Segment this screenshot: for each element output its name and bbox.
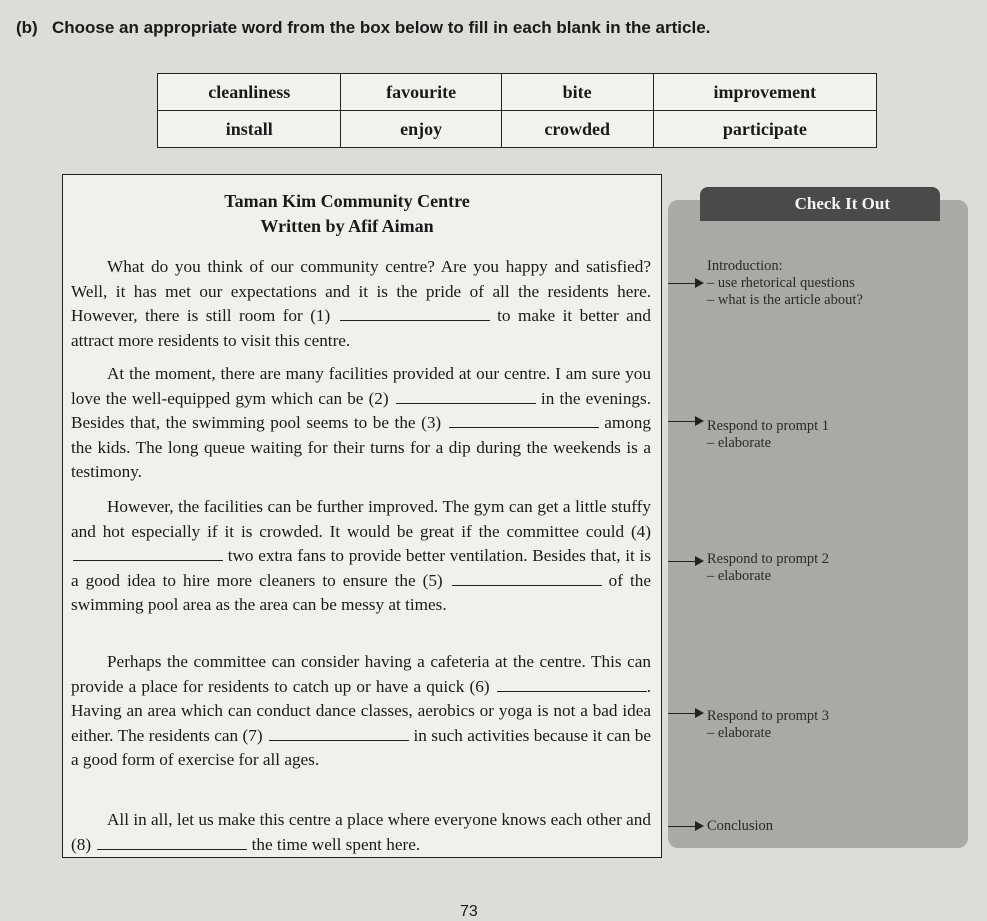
word-option: crowded <box>501 111 653 148</box>
word-option: favourite <box>341 74 501 111</box>
paragraph-text: At the moment, there are many facilities provided at our centre. I am sure you love the well-equipped gym which can be (2) <box>71 364 651 408</box>
article-box <box>62 174 662 858</box>
question-number: (b) <box>16 18 38 37</box>
word-box-row <box>158 74 877 111</box>
arrow-right-icon <box>668 283 702 284</box>
note-sub: – elaborate <box>707 725 772 741</box>
page-number: 73 <box>460 903 478 920</box>
paragraph-text: of the swimming pool area as the area can be messy at times. <box>71 570 651 615</box>
word-option: improvement <box>653 74 876 111</box>
note-title: Conclusion <box>707 818 774 834</box>
instruction-text: Choose an appropriate word from the box below to fill in each blank in the article. <box>52 18 711 37</box>
paragraph-text: in the evenings. Besides that, the swimming pool seems to be the (3) <box>71 388 651 433</box>
blank-8[interactable] <box>97 833 247 850</box>
article-title: Taman Kim Community Centre <box>224 191 470 211</box>
word-option: bite <box>501 74 653 111</box>
note-sub: – use rhetorical questions <box>707 275 855 291</box>
paragraph-1 <box>71 255 651 353</box>
note-title: Respond to prompt 1 <box>707 418 830 434</box>
word-option: participate <box>653 111 876 148</box>
paragraph-text: Perhaps the committee can consider having a cafeteria at the centre. This can provide a place for residents to catch up or have a quick (6) <box>71 652 651 696</box>
blank-4[interactable] <box>73 544 223 561</box>
word-option: enjoy <box>341 111 501 148</box>
word-option: install <box>158 111 341 148</box>
blank-3[interactable] <box>449 411 599 428</box>
note-sub: – elaborate <box>707 568 772 584</box>
paragraph-2 <box>71 362 651 485</box>
blank-6[interactable] <box>497 675 647 692</box>
paragraph-text: in such activities because it can be a good form of exercise for all ages. <box>71 725 652 770</box>
paragraph-text: All in all, let us make this centre a place where everyone knows each other and (8) <box>71 810 651 854</box>
arrow-right-icon <box>668 561 702 562</box>
paragraph-text: two extra fans to provide better ventilation. Besides that, it is a good idea to hire more cleaners to ensure the (5) <box>71 546 651 590</box>
word-box-row <box>158 111 877 148</box>
note-conclusion <box>707 818 773 835</box>
note-introduction <box>707 258 863 309</box>
word-option: cleanliness <box>158 74 341 111</box>
note-prompt-1 <box>707 418 829 452</box>
paragraph-text: among the kids. The long queue waiting for their turns for a dip during the weekends is a testimony. <box>71 413 651 482</box>
word-box <box>157 73 877 148</box>
paragraph-5 <box>71 808 651 857</box>
blank-2[interactable] <box>396 387 536 404</box>
note-title: Respond to prompt 3 <box>707 708 830 724</box>
note-sub: – what is the article about? <box>707 292 863 308</box>
paragraph-3 <box>71 495 651 618</box>
paragraph-text: to make it better and attract more residents to visit this centre. <box>71 306 651 350</box>
note-prompt-3 <box>707 708 829 742</box>
article-author: Written by Afif Aiman <box>260 216 434 236</box>
paragraph-text: the time well spent here. <box>247 834 421 854</box>
blank-7[interactable] <box>269 724 409 741</box>
paragraph-text: What do you think of our community centre? Are you happy and satisfied? Well, it has met our expectations and it is the pride of all the residents here. However, there is still room for (1) <box>71 257 651 326</box>
instruction <box>16 18 916 38</box>
paragraph-4 <box>71 650 651 773</box>
note-title: Introduction: <box>707 258 783 274</box>
arrow-right-icon <box>668 421 702 422</box>
paragraph-text: However, the facilities can be further improved. The gym can get a little stuffy and hot especially if it is crowded. It would be great if the committee could (4) <box>71 497 651 541</box>
blank-1[interactable] <box>340 304 490 321</box>
paragraph-text: . Having an area which can conduct dance classes, aerobics or yoga is not a bad idea either. The residents can (7) <box>71 676 651 745</box>
note-title: Respond to prompt 2 <box>707 551 830 567</box>
blank-5[interactable] <box>452 569 602 586</box>
arrow-right-icon <box>668 826 702 827</box>
note-prompt-2 <box>707 551 829 585</box>
arrow-right-icon <box>668 713 702 714</box>
check-it-out-title: Check It Out <box>700 187 940 221</box>
note-sub: – elaborate <box>707 435 772 451</box>
